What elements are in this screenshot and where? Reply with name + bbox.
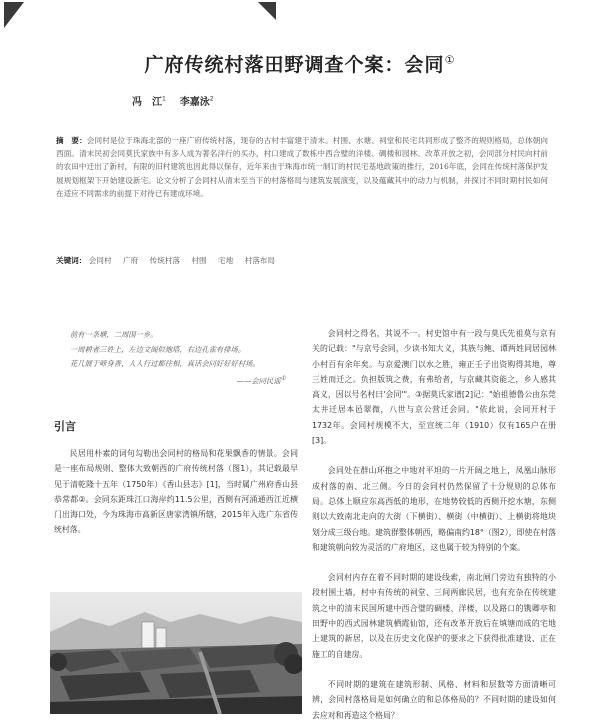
keyword: 村围: [191, 256, 207, 265]
poem-line: 前有一条塘，二周围一乡。: [70, 330, 158, 339]
poem-source-sup: ①: [280, 374, 286, 382]
title-footnote-mark: ①: [444, 53, 456, 67]
abstract: [56, 134, 548, 200]
village-historic-photo: [50, 592, 302, 714]
abstract-text: 会同村是位于珠海北部的一座广府传统村落，现存的古村丰富建于清末。村围、水塘、祠堂和民宅共同形成了整齐的规则格局，总体朝向西面。清末民初会同莫氏家族中有多人成为著名洋行的买办，村口建成了数栋中西合璧的洋楼、碉楼和园林。改革开放之初，会同部分村民向村前的农田中迁出了新村，有限的旧村建筑也因此得以保存，近年来由于珠海市统一制订的村民宅基地政策的推行，2016年底，会同在传统村落保护发展规划框架下开始建设新宅。论文分析了会同村从清末至当下的村落格局与建筑发展演变，以及蕴藏其中的动力与机制，并探讨不同时期村民如何在适应不同需求的前提下对待已有建成环境。: [56, 136, 549, 198]
author-line: [132, 93, 214, 108]
author-1-sup: 1: [162, 95, 166, 103]
paper-title: [0, 50, 600, 77]
author-1: 冯 江: [132, 97, 162, 108]
author-2-sup: 2: [209, 95, 214, 103]
epigraph-poem: [70, 328, 292, 388]
title-text: 广府传统村落田野调查个案：会同: [144, 54, 445, 76]
keyword: 村落布局: [244, 256, 275, 265]
body-column-left: [54, 446, 298, 538]
section-heading: 引言: [54, 420, 76, 433]
keyword: 传统村落: [149, 256, 180, 265]
body-column-right: [312, 326, 556, 723]
body-paragraph: 会同村内存在着不同时期的建设线索，南北闸门旁边有独特的小段村围土墙，村中有传统的祠堂、三间两廊民居，也有充杂在传统建筑之中的清末民国所建中西合璧的碉楼、洋楼，以及路口的镌卿亭和田野中的西式园林建筑栖霞仙馆，还有改革开放后在填塘而成的宅地上建筑的新居，以及在历史文化保护的要求之下获得批准建设、正在施工的自建房。: [312, 573, 556, 659]
historic-photo-image: [50, 592, 302, 714]
poem-line: 花几展于啼身香，人人行过都往相，真话会同好好好村场。: [70, 359, 260, 368]
keyword: 广府: [123, 256, 139, 265]
body-paragraph: 民居用朴素的词句勾勒出会同村的格局和花果飘香的情景。会同是一座布局规则、整体大致朝西的广府传统村落（图1），其记载最早见于清乾隆十五年（1750年）《香山县志》[1]，当时属广州府香山县恭常都②。会同东距珠江口海岸约11.5公里，西侧有河涌通西江近横门出海口处，今为珠海市高新区唐家湾镇所辖，2015年入选广东省传统村落。: [54, 449, 298, 535]
keywords-label: 关键词：: [56, 256, 87, 265]
keyword: 会同村: [88, 256, 112, 265]
author-2: 李嘉泳: [179, 97, 210, 108]
keyword: 宅地: [218, 256, 234, 265]
body-paragraph: 不同时期的建筑在建筑形制、风格、材料和层数等方面清晰可辨，会同村落格局是如何确立的和总体格局的？不同时期的建设如何去应对和再造这个格局？: [312, 679, 556, 720]
poem-source-text: ——会同民谣: [236, 375, 281, 385]
corner-decoration-right: [258, 2, 276, 20]
poem-line: 一周耕者三姓上，左边文阁似炮塔，右边孔雀有排场。: [70, 344, 246, 354]
abstract-label: 摘 要：: [56, 136, 87, 145]
body-paragraph: 会同村之得名，其说不一。村史馆中有一段与莫氏先祖莫与京有关的记载："与京号会同，少读书知大义，其族与鲍、谭两姓同居园林小村百有余年矣。与京爱澳门以水之胜，雍正壬子出资购得其地，尊三姓而迁之。负担版筑之费，有弗给者，与京藏其资能之，乡人感其高义，因以号名村曰'会同'"。③据莫氏家谱[2]记："始祖德鲁公由东莞太井迁居本邑翠微，八世与京公营迁会同。"依此说，会同开村于1732年。会同村规模不大，至宣统二年（1910）仅有165户在册[3]。: [312, 329, 556, 446]
body-paragraph: 会同处在群山环抱之中地对平坦的一片开阔之地上，凤凰山脉形成村落的南、北三侧。今日的会同村仍然保留了十分规则的总体布局。总体上顺应东高西低的地形，在地势较低的西侧开挖水塘，东侧则以大致南北走向的大街（下横街）、横街（中横街）、上横街将地块划分成三级台地。建筑群整体朝西，略偏南约18°（图2），即使在村落和建筑朝向较为灵活的广府地区，这也属于较为特别的个案。: [312, 466, 556, 552]
corner-decoration-left: [4, 2, 24, 28]
keywords: [56, 255, 548, 267]
poem-source: [70, 372, 292, 389]
